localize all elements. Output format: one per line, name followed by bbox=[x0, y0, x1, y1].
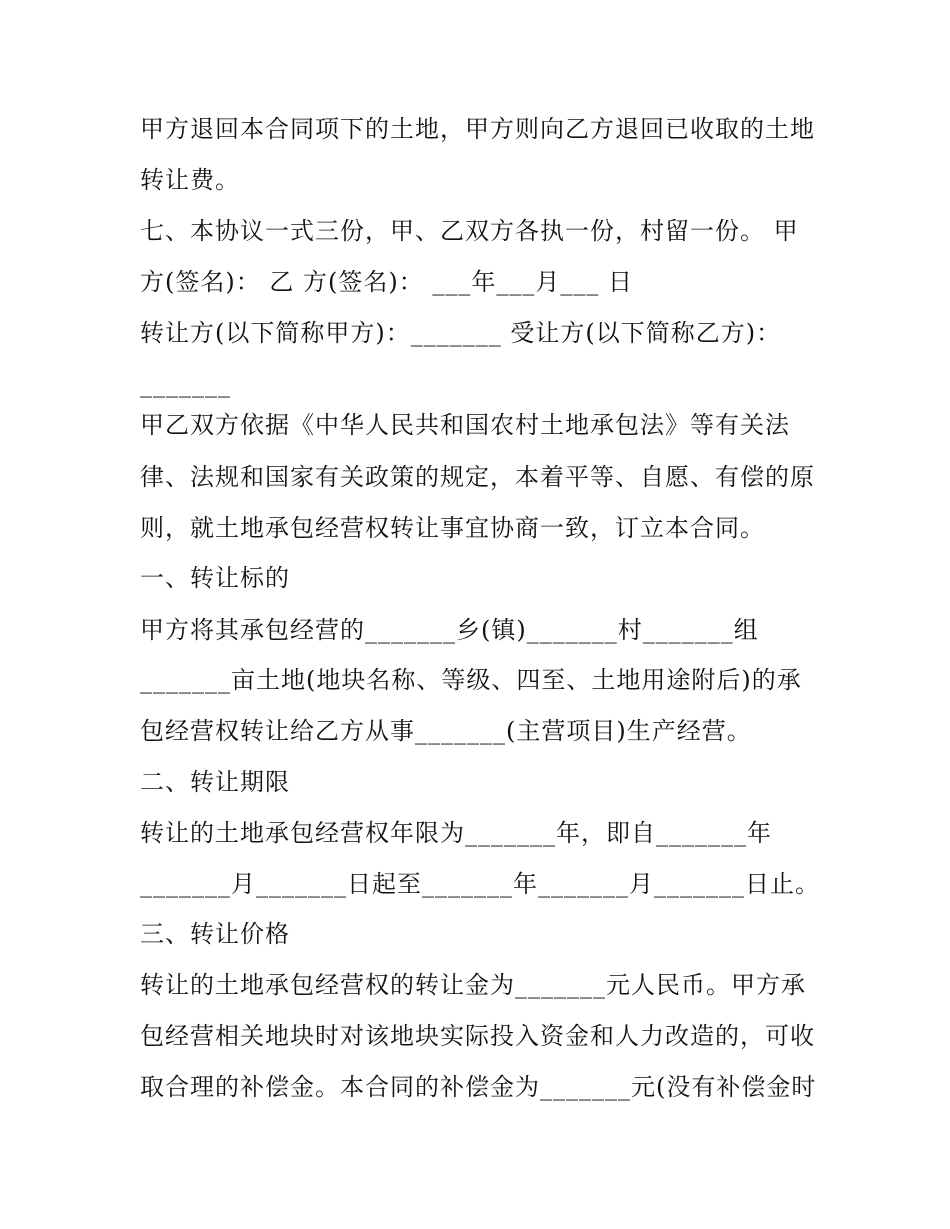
text-line: 甲方将其承包经营的_______乡(镇)_______村_______组 bbox=[140, 616, 759, 644]
text-line: 包经营权转让给乙方从事_______(主营项目)生产经营。 bbox=[140, 717, 752, 745]
text-line: 则，就土地承包经营权转让事宜协商一致，订立本合同。 bbox=[140, 514, 765, 542]
section-heading: 一、转让标的 bbox=[140, 564, 290, 592]
section-heading: 三、转让价格 bbox=[140, 920, 290, 948]
text-line: 包经营相关地块时对该地块实际投入资金和人力改造的，可收 bbox=[140, 1022, 815, 1050]
text-line: 取合理的补偿金。本合同的补偿金为_______元(没有补偿金时 bbox=[140, 1073, 817, 1101]
text-line: 转让费。 bbox=[140, 166, 240, 194]
text-line: 方(签名)： 乙 方(签名)： ___年___月___ 日 bbox=[140, 268, 633, 296]
text-line: _______亩土地(地块名称、等级、四至、土地用途附后)的承 bbox=[140, 666, 802, 694]
text-line: _______ bbox=[140, 370, 231, 398]
text-line: 甲乙双方依据《中华人民共和国农村土地承包法》等有关法 bbox=[140, 411, 790, 439]
text-line: 转让的土地承包经营权的转让金为_______元人民币。甲方承 bbox=[140, 971, 806, 999]
section-heading: 二、转让期限 bbox=[140, 768, 290, 796]
text-line: 转让的土地承包经营权年限为_______年，即自_______年 bbox=[140, 819, 772, 847]
text-line: _______月_______日起至_______年_______月_______日止。 bbox=[140, 870, 820, 898]
text-line: 甲方退回本合同项下的土地，甲方则向乙方退回已收取的土地 bbox=[140, 115, 815, 143]
text-line: 转让方(以下简称甲方)：_______ 受让方(以下简称乙方)： bbox=[140, 319, 782, 347]
text-line: 律、法规和国家有关政策的规定，本着平等、自愿、有偿的原 bbox=[140, 463, 815, 491]
text-line: 七、本协议一式三份，甲、乙双方各执一份，村留一份。 甲 bbox=[140, 217, 799, 245]
